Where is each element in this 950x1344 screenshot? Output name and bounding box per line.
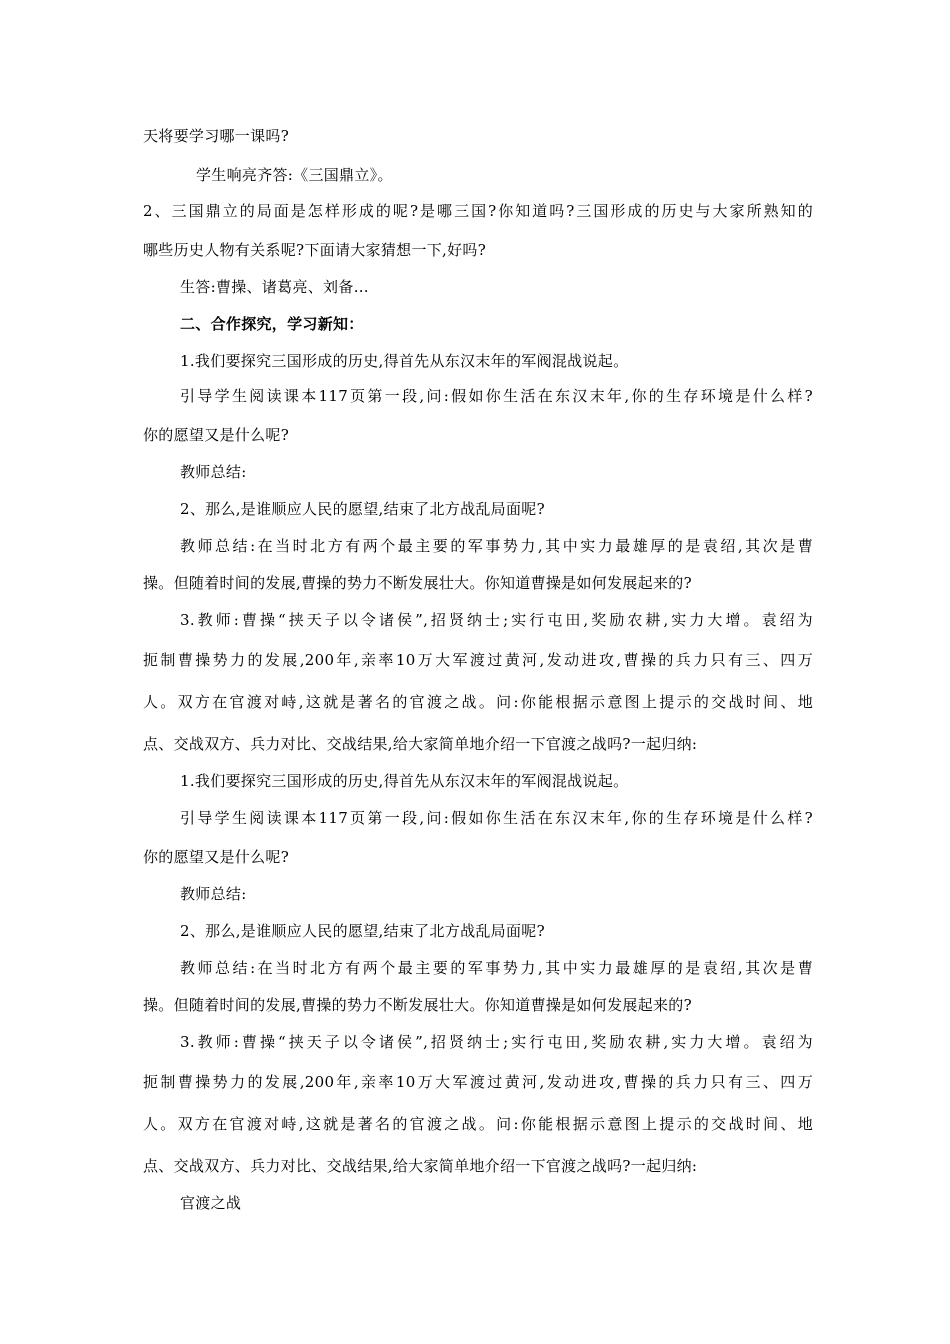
paragraph-line: 扼制曹操势力的发展,200年,亲率10万大军渡过黄河,发动进攻,曹操的兵力只有三、四万 — [143, 651, 813, 669]
paragraph-line: 人。双方在官渡对峙,这就是著名的官渡之战。问:你能根据示意图上提示的交战时间、地 — [143, 1115, 813, 1133]
paragraph-line: 生答:曹操、诸葛亮、刘备… — [180, 278, 369, 296]
paragraph-line: 操。但随着时间的发展,曹操的势力不断发展壮大。你知道曹操是如何发展起来的? — [143, 574, 692, 592]
paragraph-line: 你的愿望又是什么呢? — [143, 848, 290, 866]
paragraph-line: 1.我们要探究三国形成的历史,得首先从东汉末年的军阀混战说起。 — [180, 352, 629, 370]
section-heading: 二、合作探究，学习新知： — [180, 315, 364, 333]
paragraph-line: 点、交战双方、兵力对比、交战结果,给大家简单地介绍一下官渡之战吗?一起归纳: — [143, 1157, 698, 1175]
paragraph-line: 官渡之战 — [180, 1194, 242, 1212]
paragraph-line: 2、三国鼎立的局面是怎样形成的呢?是哪三国?你知道吗?三国形成的历史与大家所熟知的 — [143, 202, 813, 220]
paragraph-line: 哪些历史人物有关系呢?下面请大家猜想一下,好吗? — [143, 241, 487, 259]
paragraph-line: 教师总结:在当时北方有两个最主要的军事势力,其中实力最雄厚的是袁绍,其次是曹 — [180, 537, 813, 555]
paragraph-line: 点、交战双方、兵力对比、交战结果,给大家简单地介绍一下官渡之战吗?一起归纳: — [143, 735, 698, 753]
paragraph-line: 引导学生阅读课本117页第一段,问:假如你生活在东汉末年,你的生存环境是什么样? — [180, 809, 813, 827]
paragraph-line: 2、那么,是谁顺应人民的愿望,结束了北方战乱局面呢? — [180, 500, 545, 518]
paragraph-line: 引导学生阅读课本117页第一段,问:假如你生活在东汉末年,你的生存环境是什么样? — [180, 387, 813, 405]
paragraph-line: 你的愿望又是什么呢? — [143, 426, 290, 444]
paragraph-line: 2、那么,是谁顺应人民的愿望,结束了北方战乱局面呢? — [180, 922, 545, 940]
paragraph-line: 1.我们要探究三国形成的历史,得首先从东汉末年的军阀混战说起。 — [180, 772, 629, 790]
paragraph-line: 天将要学习哪一课吗? — [143, 127, 290, 145]
paragraph-line: 教师总结: — [180, 463, 247, 481]
paragraph-line: 教师总结: — [180, 885, 247, 903]
paragraph-line: 学生响亮齐答:《三国鼎立》。 — [196, 166, 393, 184]
paragraph-line: 教师总结:在当时北方有两个最主要的军事势力,其中实力最雄厚的是袁绍,其次是曹 — [180, 959, 813, 977]
paragraph-line: 操。但随着时间的发展,曹操的势力不断发展壮大。你知道曹操是如何发展起来的? — [143, 996, 692, 1014]
paragraph-line: 3.教师:曹操“挟天子以令诸侯”,招贤纳士;实行屯田,奖励农耕,实力大增。袁绍为 — [180, 1033, 813, 1051]
paragraph-line: 3.教师:曹操“挟天子以令诸侯”,招贤纳士;实行屯田,奖励农耕,实力大增。袁绍为 — [180, 611, 813, 629]
paragraph-line: 扼制曹操势力的发展,200年,亲率10万大军渡过黄河,发动进攻,曹操的兵力只有三、四万 — [143, 1073, 813, 1091]
paragraph-line: 人。双方在官渡对峙,这就是著名的官渡之战。问:你能根据示意图上提示的交战时间、地 — [143, 693, 813, 711]
